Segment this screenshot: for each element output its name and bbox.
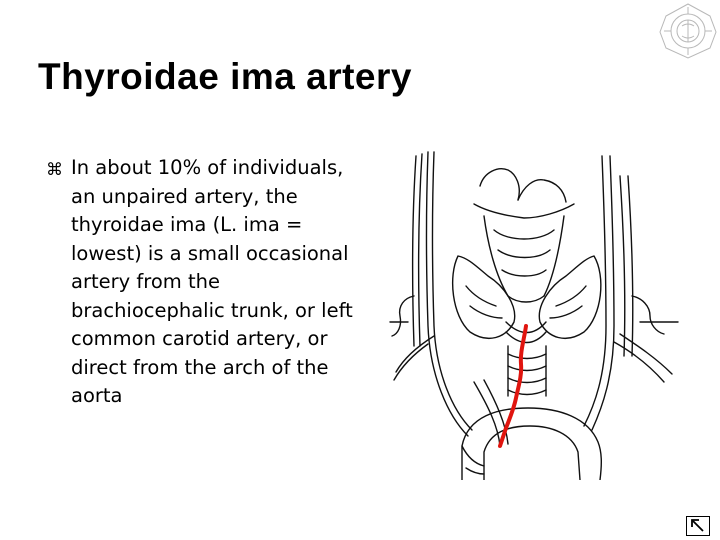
slide-title: Thyroidae ima artery [38,56,412,97]
return-arrow-icon [687,517,708,534]
seal-logo [658,2,718,60]
return-button[interactable] [686,516,710,536]
bullet-icon: ⌘ [46,160,63,180]
bullet-text: In about 10% of individuals, an unpaired artery, the thyroidae ima (L. ima = lowest) is a small occasional artery from the brachiocephalic trunk, or left common carotid artery, or direct from the arch of the aorta [71,156,353,407]
anatomy-illustration [388,146,684,480]
